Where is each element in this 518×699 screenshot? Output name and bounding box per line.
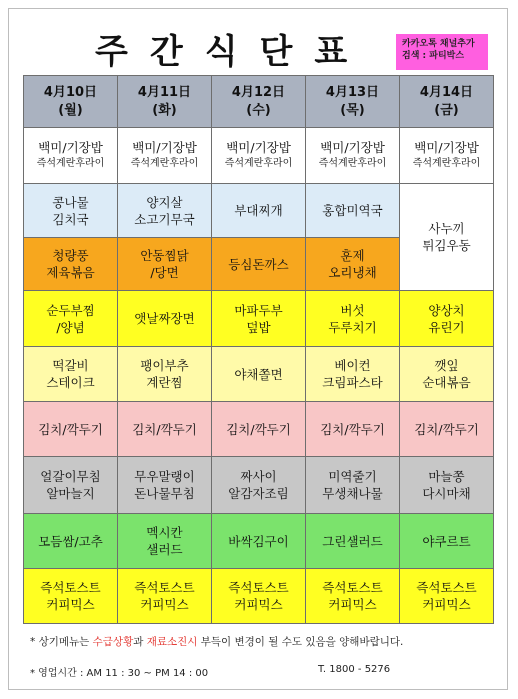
menu-item: 계란찜 [146,375,183,390]
menu-item: 크림파스타 [322,375,383,390]
menu-item: 튀김우동 [422,238,471,253]
menu-item: 모듬쌈/고추 [38,533,103,549]
menu-cell [212,238,306,291]
menu-item: 김치/깍두기 [38,421,103,437]
day-header [306,76,400,128]
menu-cell [306,128,400,184]
kakao-channel-badge [396,34,488,70]
change-notice [30,634,403,649]
menu-item: 즉석계란후라이 [130,158,199,169]
menu-item: 등심돈까스 [228,256,289,272]
day-date: 4月10日 [43,84,98,100]
menu-item: 커피믹스 [422,597,471,612]
menu-item: 베이컨 [334,358,371,373]
menu-cell [400,291,494,347]
menu-item: 커피믹스 [46,597,95,612]
menu-item: 커피믹스 [328,597,377,612]
day-weekday: (월) [58,102,83,118]
menu-cell [24,569,118,624]
header-row [24,76,494,128]
menu-item: 즉석계란후라이 [224,158,293,169]
menu-cell [118,514,212,569]
menu-item: 그린샐러드 [322,533,383,549]
menu-item: 무우말랭이 [134,469,195,484]
menu-cell [400,347,494,402]
menu-cell [400,128,494,184]
menu-item: 김치/깍두기 [320,421,385,437]
menu-item: 짜사이 [240,469,277,484]
menu-cell [212,184,306,238]
menu-item: 마늘쫑 [428,469,465,484]
menu-item: 스테이크 [46,375,95,390]
menu-item: 콩나물 [52,194,89,210]
menu-item: 바싹김구이 [228,533,289,549]
day-date: 4月13日 [325,84,380,100]
menu-item: 얼갈이무침 [40,469,101,484]
menu-cell [24,291,118,347]
menu-item: 미역줄기 [328,469,377,484]
menu-item: 즉석토스트 [322,580,383,595]
menu-cell [24,347,118,402]
menu-item: 야채쫄면 [234,366,283,382]
menu-cell [306,457,400,514]
menu-item: 즉석토스트 [228,580,289,595]
menu-item: 김치국 [52,211,89,227]
notice-prefix: * 상기메뉴는 [30,636,93,648]
menu-cell [212,128,306,184]
menu-item: 백미/기장밥 [132,140,197,155]
day-weekday: (목) [340,102,365,118]
phone-number: T. 1800 - 5276 [318,664,391,675]
menu-cell [24,457,118,514]
menu-item: 김치/깍두기 [414,421,479,437]
salad-row [24,514,494,569]
menu-cell [118,347,212,402]
day-weekday: (수) [246,102,271,118]
menu-item: 사누끼 [428,221,465,236]
day-date: 4月14日 [419,84,474,100]
menu-item: 훈제 [340,248,365,263]
menu-cell [400,457,494,514]
menu-item: 소고기무국 [134,211,195,227]
menu-item: 유린기 [428,319,465,335]
menu-item: 야쿠르트 [422,533,471,549]
menu-item: 백미/기장밥 [320,140,385,155]
side-dish-row-3 [24,457,494,514]
menu-item: 커피믹스 [234,597,283,612]
weekly-menu-table [23,75,494,624]
menu-item: 무생채나물 [322,486,383,501]
menu-item: 청량풍 [52,248,89,263]
menu-item: 양지살 [146,194,183,210]
menu-item: 샐러드 [146,542,183,557]
menu-cell [118,402,212,457]
menu-item: 홍합미역국 [322,203,383,218]
menu-cell [212,514,306,569]
menu-item: 백미/기장밥 [226,140,291,155]
menu-cell [212,402,306,457]
menu-item: 두루치기 [328,319,377,335]
menu-cell [212,291,306,347]
notice-mid: 과 [133,636,147,648]
notice-highlight-soldout: 재료소진시 [146,636,198,648]
menu-item: 순두부찜 [46,302,95,318]
menu-item: 마파두부 [234,302,283,318]
menu-item: 부대찌개 [234,203,283,218]
menu-item: /양념 [56,319,85,335]
menu-item: 즉석계란후라이 [318,158,387,169]
day-weekday: (화) [152,102,177,118]
menu-cell [212,457,306,514]
side-dish-row-1 [24,291,494,347]
menu-cell [118,457,212,514]
menu-item: 김치/깍두기 [226,421,291,437]
menu-item: 양상치 [428,302,465,318]
menu-cell [306,238,400,291]
menu-cell [24,184,118,238]
toast-row [24,569,494,624]
menu-item: 백미/기장밥 [414,140,479,155]
menu-cell [400,402,494,457]
menu-item: 멕시칸 [146,525,183,540]
menu-item: 앳날짜장면 [134,311,195,326]
menu-cell [306,569,400,624]
menu-item: 팽이부추 [140,358,189,373]
menu-item: 즉석계란후라이 [36,158,105,169]
menu-cell [118,569,212,624]
notice-suffix: 부득이 변경이 될 수도 있음을 양해바랍니다. [197,636,404,648]
day-header [118,76,212,128]
day-header [212,76,306,128]
menu-item: 김치/깍두기 [132,421,197,437]
menu-cell [212,347,306,402]
menu-item: 떡갈비 [52,358,89,373]
soup-row [24,184,494,238]
menu-cell [400,569,494,624]
page-title: 주간식단표 [95,32,370,72]
menu-item: 알마늘지 [46,486,95,501]
kimchi-row [24,402,494,457]
menu-item: 깻잎 [434,358,459,373]
menu-item: 다시마채 [422,486,471,501]
menu-cell [306,402,400,457]
menu-cell [24,402,118,457]
menu-item: 즉석토스트 [134,580,195,595]
menu-item: 즉석토스트 [40,580,101,595]
menu-cell [400,514,494,569]
menu-item: 안동찜닭 [140,248,189,263]
menu-item: 알감자조림 [228,486,289,501]
menu-cell [118,128,212,184]
badge-line-1: 카카오톡 채널추가 [402,39,475,49]
menu-cell [306,347,400,402]
menu-item: /당면 [150,265,179,280]
side-dish-row-2 [24,347,494,402]
menu-item: 제육볶음 [46,265,95,280]
menu-cell [118,291,212,347]
rice-row [24,128,494,184]
menu-cell [306,514,400,569]
menu-item: 돈나물무침 [134,486,195,501]
day-date: 4月12日 [231,84,286,100]
day-header [24,76,118,128]
menu-item: 버섯 [340,302,365,318]
menu-item: 즉석계란후라이 [412,158,481,169]
menu-item: 커피믹스 [140,597,189,612]
menu-cell [24,514,118,569]
menu-cell [212,569,306,624]
business-hours: * 영업시간 : AM 11 : 30 ~ PM 14 : 00 [30,668,209,679]
day-date: 4月11日 [137,84,192,100]
menu-cell [118,238,212,291]
notice-highlight-supply: 수급상황 [92,636,134,648]
menu-cell [24,238,118,291]
menu-cell [118,184,212,238]
menu-cell [24,128,118,184]
menu-item: 백미/기장밥 [38,140,103,155]
friday-special-cell [400,184,494,291]
menu-item: 오리냉채 [328,265,377,280]
menu-cell [306,291,400,347]
menu-item: 순대볶음 [422,375,471,390]
menu-cell [306,184,400,238]
menu-item: 즉석토스트 [416,580,477,595]
day-header [400,76,494,128]
menu-item: 덮밥 [246,319,271,335]
day-weekday: (금) [434,102,459,118]
badge-line-2: 검색 : 파티박스 [402,51,465,61]
